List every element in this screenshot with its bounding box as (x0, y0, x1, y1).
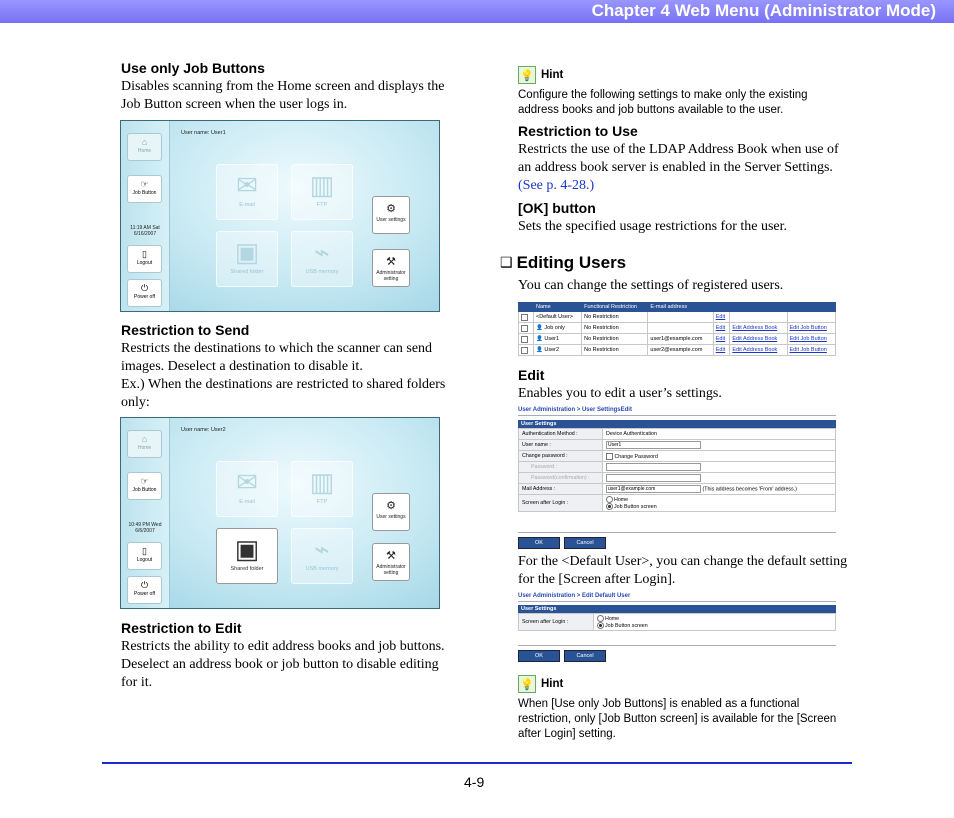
power-icon: ⏻ (140, 283, 149, 293)
section-body-default-user: For the <Default User>, you can change the default setting for the [Screen after Login]. (518, 554, 848, 587)
section-body-ok-button: Sets the specified usage restrictions for the user. (518, 219, 788, 234)
edit-address-book-link[interactable]: Edit Address Book (732, 347, 778, 353)
form-section-header: User Settings (518, 605, 836, 613)
usb-memory-tile: ⌁ USB memory (291, 231, 353, 287)
email-tile: ✉ E-mail (216, 461, 278, 517)
ftp-icon: ▥ (309, 467, 335, 497)
user-settings-button[interactable]: ⚙ User settings (372, 196, 410, 234)
section-body-restriction-to-send: Restricts the destinations to which the scanner can send images. Deselect a destination to disable it. (121, 341, 433, 374)
user-settings-form: User Settings Authentication Method : Device Authentication User name : User1 Change password : Change Password Password : Password(confirmation) : Mail Address : user1@example.com (This address becomes 'From' address.) Screen after Login : Home Job Button screen (518, 420, 836, 512)
home-radio[interactable] (606, 496, 613, 503)
editing-users-heading: ❑ Editing Users (500, 253, 627, 272)
hint-2-body: When [Use only Job Buttons] is enabled as a functional restriction, only [Job Button screen] is available for the [Screen after Login] setting. (518, 698, 837, 740)
column-header: Name (534, 303, 582, 312)
mail-address-input[interactable]: user1@example.com (606, 485, 701, 493)
row-checkbox[interactable] (521, 314, 528, 321)
section-title-restriction-to-send: Restriction to Send (121, 322, 250, 338)
cancel-button[interactable]: Cancel (564, 537, 606, 549)
job-button-icon: ☞ (140, 476, 149, 486)
section-body-restriction-to-use: Restricts the use of the LDAP Address Book when use of an address book server is enabled in the Server Settings. (See p. 4-28.) (518, 142, 839, 193)
edit-link[interactable]: Edit (715, 347, 726, 353)
section-example-restriction-to-send: Ex.) When the destinations are restricted to shared folders only: (121, 377, 446, 410)
default-user-form: User Settings Screen after Login : Home Job Button screen (518, 605, 836, 631)
form-section-header: User Settings (518, 420, 836, 428)
home-button[interactable]: ⌂ Home (127, 430, 162, 458)
divider (518, 415, 836, 416)
user-name-label: User name: User1 (181, 130, 226, 136)
chapter-header (0, 0, 954, 23)
job-button-button[interactable]: ☞ Job Button (127, 175, 162, 203)
ftp-tile: ▥ FTP (291, 164, 353, 220)
section-body-use-only-job-buttons: Disables scanning from the Home screen and displays the Job Button screen when the user logs in. (121, 79, 445, 112)
user-settings-button[interactable]: ⚙ User settings (372, 493, 410, 531)
user-name-label: User name: User2 (181, 427, 226, 433)
table-row: 👤 Job only No Restriction Edit Edit Address Book Edit Job Button (519, 323, 836, 334)
user-name-input[interactable]: User1 (606, 441, 701, 449)
power-off-button[interactable]: ⏻ Power off (127, 576, 162, 604)
lightbulb-icon: 💡 (518, 675, 536, 693)
see-page-link[interactable]: (See p. 4-28.) (518, 178, 595, 193)
edit-link[interactable]: Edit (715, 325, 726, 331)
shared-folder-tile[interactable]: ▣ Shared folder (216, 528, 278, 584)
edit-job-button-link[interactable]: Edit Job Button (789, 347, 827, 353)
footer-rule (102, 762, 852, 764)
section-title-restriction-to-use: Restriction to Use (518, 123, 638, 139)
clock: 10:49 PM Wed 6/6/2007 (128, 522, 162, 534)
edit-address-book-link[interactable]: Edit Address Book (732, 336, 778, 342)
column-header: Functional Restriction (582, 303, 648, 312)
ftp-tile: ▥ FTP (291, 461, 353, 517)
chapter-title: Chapter 4 Web Menu (Administrator Mode) (591, 1, 936, 20)
power-off-button[interactable]: ⏻ Power off (127, 279, 162, 307)
job-button-button[interactable]: ☞ Job Button (127, 472, 162, 500)
section-body-restriction-to-edit: Restricts the ability to edit address books and job buttons. Deselect an address book or job button to disable editing for it. (121, 639, 445, 690)
hint-2: 💡 Hint (518, 675, 563, 693)
user-icon: 👤 (536, 347, 543, 353)
administrator-setting-button[interactable]: ⚒ Administrator setting (372, 249, 410, 287)
section-title-restriction-to-edit: Restriction to Edit (121, 620, 242, 636)
row-checkbox[interactable] (521, 347, 528, 354)
divider (518, 601, 836, 602)
page-number: 4-9 (464, 774, 485, 790)
row-checkbox[interactable] (521, 325, 528, 332)
administrator-setting-button[interactable]: ⚒ Administrator setting (372, 543, 410, 581)
home-button[interactable]: ⌂ Home (127, 133, 162, 161)
home-icon: ⌂ (141, 137, 148, 147)
email-tile: ✉ E-mail (216, 164, 278, 220)
shared-folder-icon: ▣ (234, 534, 260, 564)
section-body-edit: Enables you to edit a user’s settings. (518, 386, 722, 401)
logout-button[interactable]: ▯ Logout (127, 542, 162, 570)
usb-icon: ⌁ (314, 237, 330, 267)
table-header-row (519, 303, 836, 312)
usb-memory-tile: ⌁ USB memory (291, 528, 353, 584)
clock: 11:19 AM Sat 6/16/2007 (130, 225, 160, 237)
cancel-button[interactable]: Cancel (564, 650, 606, 662)
ok-button[interactable]: OK (518, 650, 560, 662)
hint-1: 💡 Hint (518, 66, 563, 84)
table-row: 👤 User2 No Restriction user2@example.com Edit Edit Address Book Edit Job Button (519, 345, 836, 356)
logout-button[interactable]: ▯ Logout (127, 245, 162, 273)
checkbox-bullet-icon: ❑ (500, 255, 513, 271)
column-header: E-mail address (648, 303, 713, 312)
ok-button[interactable]: OK (518, 537, 560, 549)
edit-link[interactable]: Edit (715, 336, 726, 342)
home-icon: ⌂ (141, 434, 148, 444)
job-button-icon: ☞ (140, 179, 149, 189)
logout-icon: ▯ (142, 249, 147, 259)
scanner-screen-shared-folder-only (120, 417, 440, 609)
shared-folder-tile: ▣ Shared folder (216, 231, 278, 287)
section-body-editing-users: You can change the settings of registered users. (518, 278, 784, 293)
breadcrumb: User Administration > User SettingsEdit (518, 407, 632, 413)
ftp-icon: ▥ (309, 170, 335, 200)
breadcrumb: User Administration > Edit Default User (518, 593, 631, 599)
edit-address-book-link[interactable]: Edit Address Book (732, 325, 778, 331)
edit-job-button-link[interactable]: Edit Job Button (789, 325, 827, 331)
administrator-icon: ⚒ (386, 256, 396, 268)
shared-folder-icon: ▣ (234, 237, 260, 267)
email-icon: ✉ (236, 170, 258, 200)
divider (518, 645, 836, 646)
table-row: <Default User> No Restriction Edit (519, 312, 836, 323)
power-icon: ⏻ (140, 580, 149, 590)
lightbulb-icon: 💡 (518, 66, 536, 84)
usb-icon: ⌁ (314, 534, 330, 564)
logout-icon: ▯ (142, 546, 147, 556)
email-icon: ✉ (236, 467, 258, 497)
password-confirm-input[interactable] (606, 474, 701, 482)
hint-1-body: Configure the following settings to make only the existing address books and job buttons available to the user. (518, 89, 808, 116)
password-input[interactable] (606, 463, 701, 471)
users-table (518, 302, 836, 356)
edit-job-button-link[interactable]: Edit Job Button (789, 336, 827, 342)
divider (518, 532, 836, 533)
administrator-icon: ⚒ (386, 550, 396, 562)
section-title-edit: Edit (518, 367, 545, 383)
job-button-screen-radio[interactable] (597, 622, 604, 629)
section-title-use-only-job-buttons: Use only Job Buttons (121, 60, 265, 76)
user-settings-icon: ⚙ (386, 203, 396, 215)
job-button-screen-radio[interactable] (606, 503, 613, 510)
user-icon: 👤 (536, 336, 543, 342)
section-title-ok-button: [OK] button (518, 200, 596, 216)
user-settings-icon: ⚙ (386, 500, 396, 512)
home-radio[interactable] (597, 615, 604, 622)
scanner-screen-job-button (120, 120, 440, 312)
row-checkbox[interactable] (521, 336, 528, 343)
edit-link[interactable]: Edit (715, 314, 726, 320)
table-row: 👤 User1 No Restriction user1@example.com Edit Edit Address Book Edit Job Button (519, 334, 836, 345)
change-password-checkbox[interactable] (606, 453, 613, 460)
user-icon: 👤 (536, 325, 543, 331)
